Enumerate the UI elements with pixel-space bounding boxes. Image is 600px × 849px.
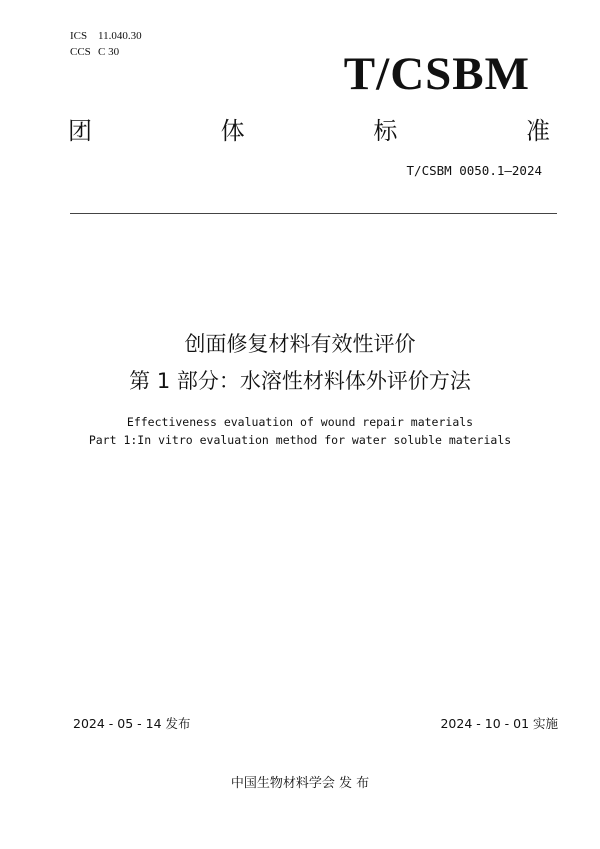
implementation-date: 2024 - 10 - 01 实施 — [440, 716, 558, 731]
issue-date: 2024 - 05 - 14 发布 — [73, 716, 191, 731]
publisher: 中国生物材料学会 发 布 — [230, 776, 370, 791]
ics-row — [70, 28, 142, 44]
ccs-value: C 30 — [98, 46, 120, 58]
english-title-line-2: Part 1:In vitro evaluation method for water soluble materials — [88, 433, 512, 447]
standard-type-char: 标 — [373, 117, 398, 145]
organization-code: T/CSBM — [343, 48, 530, 100]
standard-type-char: 准 — [525, 117, 550, 145]
ics-label: ICS — [70, 30, 88, 42]
header-divider — [70, 213, 557, 214]
chinese-title-line-2: 第 1 部分：水溶性材料体外评价方法 — [129, 369, 471, 393]
standard-type — [68, 116, 550, 146]
standard-number: T/CSBM 0050.1—2024 — [406, 163, 542, 178]
standard-type-char: 团 — [68, 117, 92, 145]
ccs-label: CCS — [70, 46, 91, 58]
ccs-row — [70, 44, 142, 60]
english-title-line-1: Effectiveness evaluation of wound repair materials — [126, 415, 474, 429]
standard-type-char: 体 — [220, 117, 245, 145]
chinese-title-line-1: 创面修复材料有效性评价 — [184, 332, 416, 356]
classification-codes — [70, 28, 142, 60]
ics-value: 11.040.30 — [98, 30, 142, 42]
